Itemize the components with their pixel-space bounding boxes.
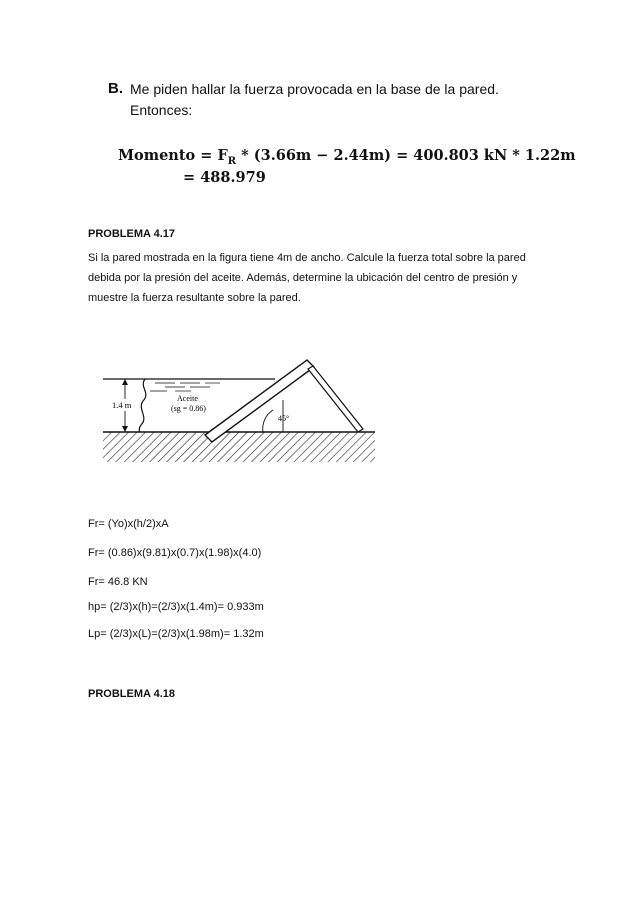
ground-hatch	[103, 432, 375, 462]
formula-fr-result: Fr= 46.8 KN	[88, 576, 148, 588]
surface-hatch-marks	[150, 383, 220, 391]
problem-418-title: PROBLEMA 4.18	[88, 688, 176, 700]
wall-oil-figure	[95, 355, 385, 470]
section-b-letter: B.	[108, 80, 123, 97]
angle-label: 45°	[278, 414, 290, 423]
section-b-statement: Me piden hallar la fuerza provocada en la base de la pared.	[130, 81, 499, 97]
formula-hp: hp= (2/3)x(h)=(2/3)x(1.4m)= 0.933m	[88, 601, 264, 613]
angle-arc	[263, 410, 273, 432]
problem-417-text-line1: Si la pared mostrada en la figura tiene 4m de ancho. Calcule la fuerza total sobre la pared	[88, 252, 526, 264]
formula-lp: Lp= (2/3)x(L)=(2/3)x(1.98m)= 1.32m	[88, 628, 264, 640]
problem-417-text-line3: muestre la fuerza resultante sobre la pared.	[88, 292, 301, 304]
section-b-entonces: Entonces:	[130, 102, 193, 118]
problem-417-text-line2: debida por la presión del aceite. Además, determine la ubicación del centro de presión y	[88, 272, 518, 284]
support-strut	[308, 366, 363, 432]
moment-equation-line1	[118, 147, 576, 167]
fluid-sg: (sg = 0.86)	[171, 404, 206, 413]
subscript-r: R	[227, 155, 237, 167]
oil-edge-curve	[139, 379, 146, 432]
fluid-name: Aceite	[177, 394, 198, 403]
formula-fr-substituted: Fr= (0.86)x(9.81)x(0.7)x(1.98)x(4.0)	[88, 547, 262, 559]
inclined-wall	[205, 360, 314, 442]
formula-fr-general: Fr= (Yo)x(h/2)xA	[88, 518, 169, 530]
depth-label: 1.4 m	[112, 400, 132, 410]
problem-417-title: PROBLEMA 4.17	[88, 228, 176, 240]
moment-equation-line2: = 488.979	[183, 169, 266, 186]
moment-equation-text: Momento = $F_R * (3.66m - 2.44m) = 400.803$ kN * 1.22m	[118, 147, 576, 167]
